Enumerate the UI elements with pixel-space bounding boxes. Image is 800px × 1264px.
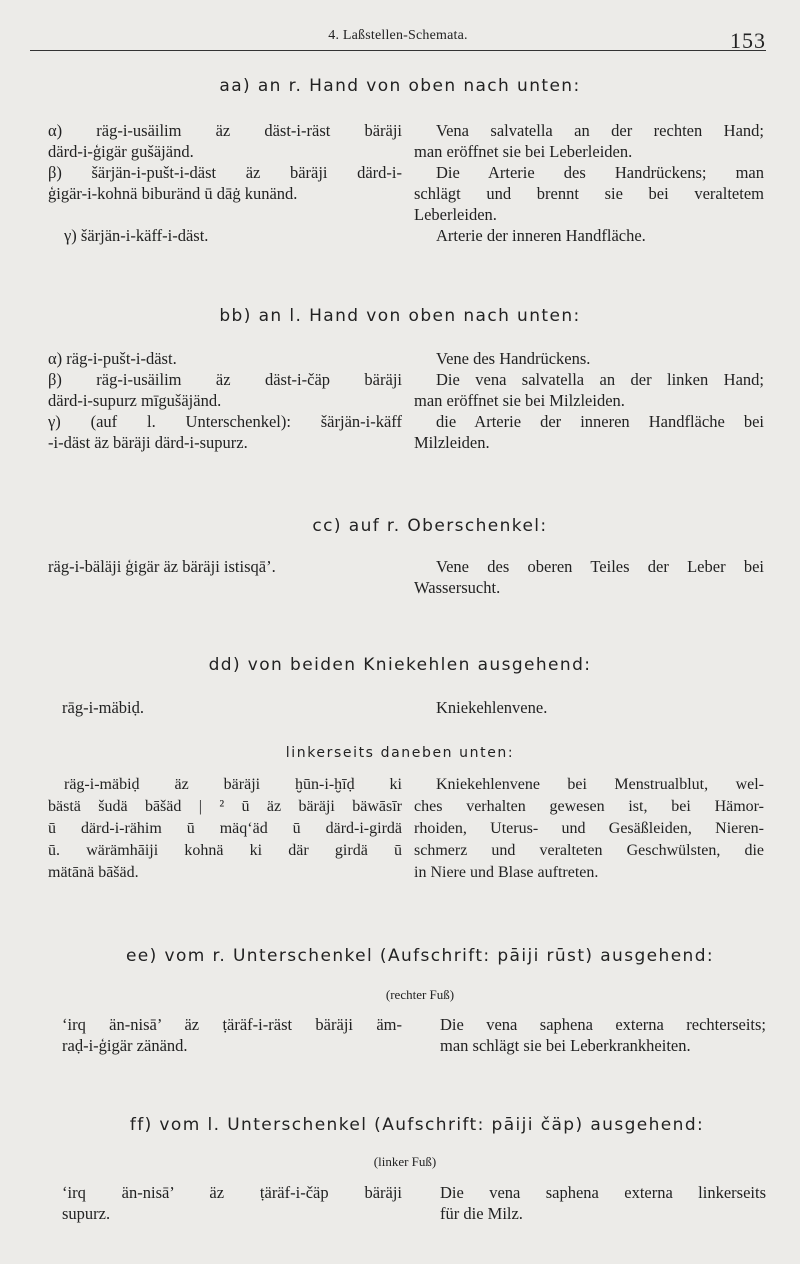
section-linkerseits-persian: [48, 774, 402, 884]
running-header: [30, 22, 766, 51]
text-line: Vene des Handrückens.: [436, 349, 591, 368]
text-line: Leberleiden.: [414, 205, 497, 224]
text-line: Vena salvatella an der rechten Hand;: [436, 121, 764, 140]
section-heading-ff: ff) vom l. Unterschenkel (Aufschrift: pāiji čäp) ausgehend:: [129, 1115, 705, 1135]
text-line: rāg-i-mäbiḍ.: [62, 698, 145, 717]
text-line: Die vena saphena externa linkerseits: [440, 1183, 766, 1202]
section-heading-dd: dd) von beiden Kniekehlen ausgehend:: [208, 655, 592, 675]
section-cc-persian: [48, 556, 402, 577]
text-line: ches verhalten gewesen ist, bei Hämor-: [414, 798, 764, 815]
text-line: schlägt und brennt sie bei veraltetem: [414, 184, 764, 203]
section-cc-german: [414, 556, 764, 598]
text-line: [48, 204, 402, 225]
page-number: 153: [730, 28, 766, 53]
section-bb-german: [414, 348, 764, 453]
subheading-rechter-fuss: (rechter Fuß): [385, 987, 455, 1002]
text-line: Milzleiden.: [414, 433, 490, 452]
text-line: α) räg-i-usäilim äz däst-i-räst bäräji: [48, 121, 402, 140]
section-heading-cc: cc) auf r. Oberschenkel:: [312, 516, 548, 536]
section-ee-persian: [48, 1014, 402, 1056]
text-line: in Niere und Blase auftreten.: [414, 864, 599, 881]
text-line: Wassersucht.: [414, 578, 501, 597]
section-heading-ee: ee) vom r. Unterschenkel (Aufschrift: pāiji rūst) ausgehend:: [125, 946, 715, 966]
text-line: schmerz und veralteten Geschwülsten, die: [414, 842, 764, 859]
section-ff-persian: [48, 1182, 402, 1224]
section-heading-bb: bb) an l. Hand von oben nach unten:: [219, 306, 581, 326]
section-linkerseits-german: [414, 774, 764, 884]
text-line: Kniekehlenvene bei Menstrualblut, wel-: [436, 776, 764, 793]
section-dd-german: [414, 697, 764, 718]
section-ff-german: [440, 1182, 766, 1224]
text-line: β) šärjän-i-pušt-i-däst äz bäräji därd-i-: [48, 163, 402, 182]
text-line: die Arterie der inneren Handfläche bei: [436, 412, 764, 431]
text-line: ‘irq än-nisā’ äz ṭäräf-i-räst bäräji äm-: [62, 1015, 402, 1034]
text-line: Die vena salvatella an der linken Hand;: [436, 370, 764, 389]
text-line: für die Milz.: [440, 1204, 523, 1223]
text-line: α) räg-i-pušt-i-däst.: [48, 349, 177, 368]
text-line: räg-i-mäbiḍ äz bäräji ḫūn-i-ḫīḍ ki: [64, 776, 402, 793]
text-line: räg-i-bäläji ģigär äz bäräji istisqā’.: [48, 557, 276, 576]
subheading-linker-fuss: (linker Fuß): [373, 1154, 437, 1169]
text-line: ū därd-i-rähim ū mäq‘äd ū därd-i-girdä: [48, 820, 402, 837]
text-line: man eröffnet sie bei Milzleiden.: [414, 391, 625, 410]
text-line: man eröffnet sie bei Leberleiden.: [414, 142, 633, 161]
text-line: ģigär-i-kohnä biburänd ū dāġ kunänd.: [48, 184, 298, 203]
text-line: därd-i-supurz mīgušäjänd.: [48, 391, 222, 410]
text-line: γ) (auf l. Unterschenkel): šärjän-i-käff: [48, 412, 402, 431]
subheading-linkerseits: linkerseits daneben unten:: [285, 745, 515, 761]
section-dd-persian: [48, 697, 416, 718]
text-line: β) räg-i-usäilim äz däst-i-čäp bäräji: [48, 370, 402, 389]
text-line: bästä šudä bāšäd | ² ū äz bäräji bäwāsīr: [48, 798, 402, 815]
section-aa-german: [414, 120, 764, 246]
text-line: raḍ-i-ģigär zänänd.: [62, 1036, 188, 1055]
text-line: därd-i-ģigär gušäjänd.: [48, 142, 194, 161]
text-line: ‘irq än-nisā’ äz ṭäräf-i-čäp bäräji: [62, 1183, 402, 1202]
section-heading-aa: aa) an r. Hand von oben nach unten:: [219, 76, 581, 96]
text-line: Vene des oberen Teiles der Leber bei: [436, 557, 764, 576]
running-title: 4. Laßstellen-Schemata.: [328, 28, 468, 43]
text-line: mätānä bāšäd.: [48, 864, 139, 881]
text-line: Die Arterie des Handrückens; man: [436, 163, 764, 182]
section-aa-persian: [48, 120, 402, 246]
section-ee-german: [440, 1014, 766, 1056]
text-line: Die vena saphena externa rechterseits;: [440, 1015, 766, 1034]
text-line: γ) šärjän-i-käff-i-däst.: [64, 226, 209, 245]
text-line: supurz.: [62, 1204, 111, 1223]
text-line: rhoiden, Uterus- und Gesäßleiden, Nieren-: [414, 820, 764, 837]
text-line: ū. wärämhāiji kohnä ki där girdä ū: [48, 842, 402, 859]
text-line: -i-däst äz bäräji därd-i-supurz.: [48, 433, 248, 452]
section-bb-persian: [48, 348, 402, 453]
text-line: Arterie der inneren Handfläche.: [436, 226, 646, 245]
text-line: Kniekehlenvene.: [436, 698, 548, 717]
text-line: man schlägt sie bei Leberkrankheiten.: [440, 1036, 691, 1055]
